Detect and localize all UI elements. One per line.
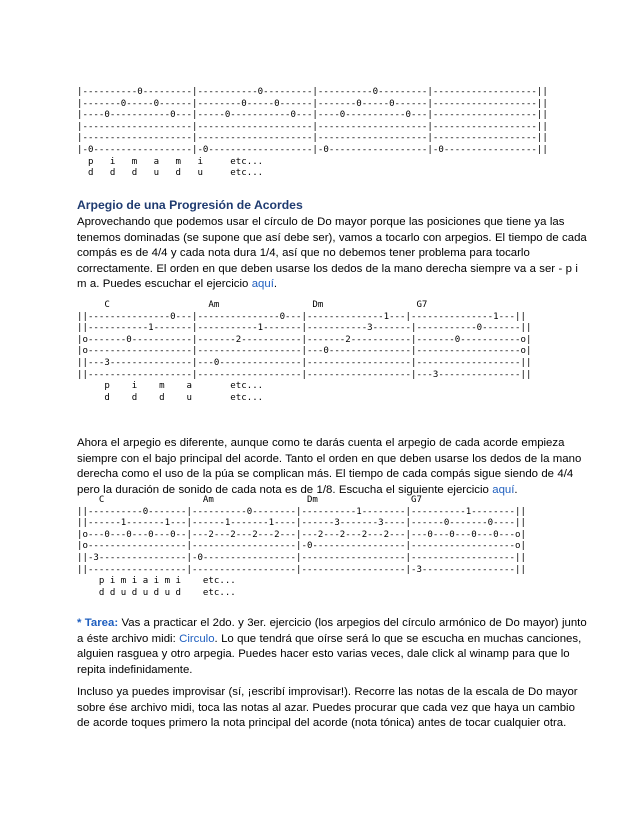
tablature-exercise-3 [77, 495, 526, 599]
tab-line: |--------------------|---------------------|--------------------|-------------------|| [77, 121, 548, 132]
tab-line: |-------0-----0------|--------0-----0------|-------0-----0------|-------------------|| [77, 98, 548, 109]
chord-names-line: C Am Dm G7 [77, 300, 428, 310]
paragraph-second-exercise [77, 436, 587, 498]
paragraph-text: . Lo que tendrá que oírse será lo que se escucha en muchas canciones, alguien rasguea y otro arpegia. Puedes hacer esto varias veces, dale click al winamp para que lo repita indefinidamente. [77, 632, 582, 676]
tab-line: ||-----------1-------|-----------1-------|-----------3-------|-----------0-------|| [77, 323, 532, 334]
tab-line: |--------------------|---------------------|--------------------|-------------------|| [77, 133, 548, 144]
audio-link[interactable]: aquí [251, 278, 274, 291]
tab-line: ||---3---------------|---0---------------|-------------------|-------------------|| [77, 357, 532, 368]
tablature-exercise-2 [77, 300, 531, 404]
tab-line: |o------------------|-------------------|-0-----------------|-------------------o| [77, 541, 526, 552]
paragraph-text: Aprovechando que podemos usar el círculo de Do mayor porque las posiciones que tiene ya las tenemos dominadas (se supone que así debe ser), vamos a tocarlo con arpegios. El tiempo de cada compás es de 4/4 y cada nota dura 1/4, así que no debemos tener problema para tocarlo correctamente. El orden en que deben usarse los dedos de la mano derecha siempre va a ser - p i m a. Puedes escuchar el ejercicio [77, 216, 587, 291]
tab-line: |----------0---------|-----------0---------|----------0---------|-------------------|| [77, 87, 548, 97]
paragraph-text: Vas a practicar el 2do. y 3er. ejercicio (los arpegios del círculo armónico de Do mayor) junto a éste archivo midi: [77, 617, 587, 645]
stroke-pattern-line: d d d u d u etc... [77, 168, 264, 179]
tab-line: |o-------0-----------|-------2-----------|-------2-----------|-------0-----------o| [77, 334, 532, 345]
paragraph-homework [77, 616, 587, 678]
finger-pattern-line: p i m i a i m i etc... [77, 576, 236, 587]
stroke-pattern-line: d d u d u d u d etc... [77, 587, 236, 598]
midi-file-link[interactable]: Circulo [179, 632, 215, 645]
section-heading: Arpegio de una Progresión de Acordes [77, 198, 303, 212]
paragraph-text: . [273, 278, 278, 291]
tab-line: ||------------------|-------------------|-------------------|-3-----------------|| [77, 564, 526, 575]
finger-pattern-line: p i m a m i etc... [77, 156, 264, 167]
paragraph-improvise: Incluso ya puedes improvisar (sí, ¡escribí improvisar!). Recorre las notas de la escala de Do mayor sobre ése archivo midi, toca las notas al azar. Puedes procurar que cada vez que haya un cambio de acorde toques primero la nota principal del acorde (nota tónica) antes de tocar cualquier otra. [77, 686, 578, 730]
homework-label: * Tarea: [77, 617, 119, 629]
tab-line: |o---0---0---0---0--|---2---2---2---2---|---2---2---2---2---|---0---0---0---0---o| [77, 529, 526, 540]
tab-line: |-0------------------|-0-------------------|-0------------------|-0-----------------|| [77, 144, 548, 155]
tab-line: ||------1-------1---|------1-------1----|------3-------3----|------0-------0----|| [77, 518, 526, 529]
audio-link[interactable]: aquí [492, 483, 515, 496]
tab-line: ||---------------0---|---------------0---|--------------1---|---------------1---|| [77, 311, 526, 322]
finger-pattern-line: p i m a etc... [77, 381, 264, 392]
tab-line: ||-3----------------|-0-----------------|-------------------|-------------------|| [77, 552, 526, 563]
tab-line: |----0-----------0---|-----0-----------0---|----0-----------0---|-------------------|| [77, 110, 548, 121]
paragraph-intro [77, 215, 587, 293]
chord-names-line: C Am Dm G7 [77, 495, 422, 505]
tab-line: |o-------------------|-------------------|---0---------------|-------------------o| [77, 346, 532, 357]
paragraph-text: . [514, 483, 518, 496]
tab-line: ||----------0-------|----------0--------|----------1--------|----------1--------|| [77, 506, 526, 517]
paragraph-text: Ahora el arpegio es diferente, aunque como te darás cuenta el arpegio de cada acorde empieza siempre con el bajo principal del acorde. Tanto el orden en que deben usarse los dedos de la mano derecha como el uso de la púa se complican más. El tiempo de cada compás sigue siendo de 4/4 pero la duración de sonido de cada nota es de 1/8. Escucha el siguiente ejercicio [77, 437, 582, 496]
tablature-exercise-1 [77, 87, 548, 180]
tab-line: ||-------------------|-------------------|-------------------|---3---------------|| [77, 369, 532, 380]
stroke-pattern-line: d d d u etc... [77, 392, 264, 403]
